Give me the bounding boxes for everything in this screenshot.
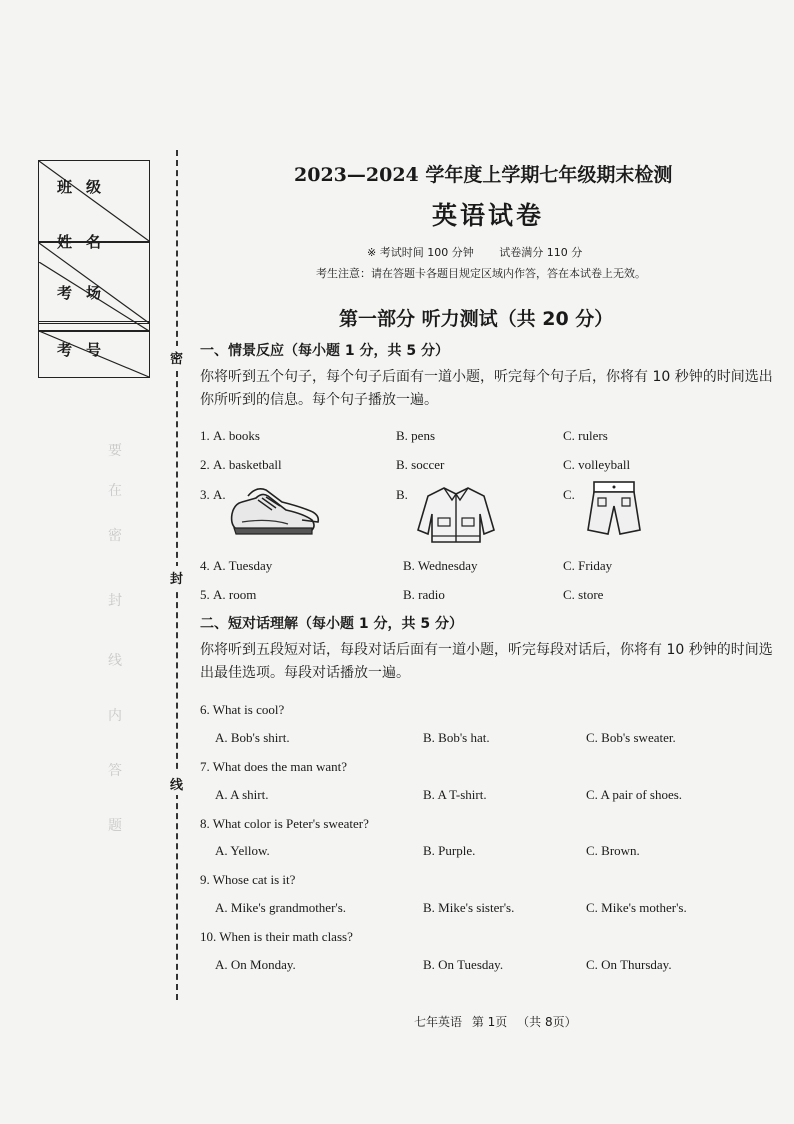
q1-option-a: A. books	[213, 428, 260, 443]
name-label: 姓名	[57, 233, 116, 251]
q6-option-c: C. Bob's sweater.	[586, 730, 676, 745]
part1-title: 第一部分 听力测试（共 20 分）	[339, 308, 614, 330]
seal-char-feng: 封	[170, 566, 183, 589]
q10-option-b: B. On Tuesday.	[423, 957, 504, 972]
ghost-char: 要	[108, 443, 122, 459]
q1-option-c: C. rulers	[563, 428, 608, 443]
q8-option-a: A. Yellow.	[215, 843, 270, 858]
q8-option-b: B. Purple.	[423, 843, 476, 858]
q3-option-a: A.	[213, 487, 226, 502]
section1-instruction: 你将听到五个句子，每个句子后面有一道小题，听完每个句子后，你将有 10 秒钟的时间选出你所听到的信息。每个句子播放一遍。	[200, 369, 773, 408]
q9-question: 9. Whose cat is it?	[200, 872, 296, 887]
exam-room-box	[38, 262, 150, 332]
ghost-char: 封	[108, 593, 122, 609]
exam-number-box	[38, 330, 150, 378]
q10-option-a: A. On Monday.	[215, 957, 296, 972]
q2-option-b: B. soccer	[396, 457, 445, 472]
footer-page: 第 1页	[471, 1015, 508, 1029]
page-footer	[414, 1013, 583, 1030]
ghost-char: 内	[108, 708, 122, 724]
q7-option-a: A. A shirt.	[215, 787, 269, 802]
q2-number: 2.	[200, 457, 210, 472]
exam-notice: 考生注意：请在答题卡各题目规定区域内作答，答在本试卷上无效。	[316, 267, 646, 280]
footer-total: （共 8页）	[517, 1015, 577, 1029]
class-field-box	[38, 160, 150, 242]
q2-option-a: A. basketball	[213, 457, 282, 472]
q9-option-c: C. Mike's mother's.	[586, 900, 687, 915]
q2-option-c: C. volleyball	[563, 457, 631, 472]
q5-option-a: A. room	[213, 587, 257, 602]
footer-subject: 七年英语	[414, 1015, 463, 1029]
q8-question: 8. What color is Peter's sweater?	[200, 816, 369, 831]
section2-heading: 二、短对话理解（每小题 1 分，共 5 分）	[200, 616, 463, 632]
exam-title: 2023—2024 学年度上学期七年级期末检测	[294, 164, 673, 186]
q7-option-c: C. A pair of shoes.	[586, 787, 683, 802]
seal-char-mi: 密	[170, 346, 183, 369]
q3-option-b: B.	[396, 487, 408, 502]
q9-option-b: B. Mike's sister's.	[423, 900, 515, 915]
q1-option-b: B. pens	[396, 428, 435, 443]
exam-subject-title: 英语试卷	[432, 201, 545, 230]
q9-option-a: A. Mike's grandmother's.	[215, 900, 347, 915]
exam-time: ※ 考试时间 100 分钟	[367, 246, 474, 259]
section2-instruction: 你将听到五段短对话，每段对话后面有一道小题，听完每段对话后，你将有 10 秒钟的时间选出最佳选项。每段对话播放一遍。	[200, 642, 773, 681]
seal-char-xian: 线	[170, 772, 183, 795]
ghost-char: 线	[108, 653, 122, 669]
q5-option-b: B. radio	[403, 587, 445, 602]
ghost-char: 题	[108, 818, 122, 834]
shorts-icon	[584, 480, 644, 538]
jacket-icon	[414, 484, 498, 546]
q4-option-b: B. Wednesday	[403, 558, 478, 573]
full-score: 试卷满分 110 分	[499, 246, 583, 259]
q3-number: 3.	[200, 487, 210, 502]
q4-option-a: A. Tuesday	[213, 558, 273, 573]
diagonal-line	[39, 161, 149, 241]
q7-question: 7. What does the man want?	[200, 759, 348, 774]
sneakers-icon	[228, 484, 324, 540]
q6-option-a: A. Bob's shirt.	[215, 730, 290, 745]
exam-meta	[367, 244, 604, 260]
q6-question: 6. What is cool?	[200, 702, 285, 717]
q4-option-c: C. Friday	[563, 558, 613, 573]
q6-option-b: B. Bob's hat.	[423, 730, 490, 745]
q5-option-c: C. store	[563, 587, 604, 602]
q10-option-c: C. On Thursday.	[586, 957, 672, 972]
ghost-char: 在	[108, 483, 122, 499]
section1-heading: 一、情景反应（每小题 1 分，共 5 分）	[200, 343, 449, 359]
q1-number: 1.	[200, 428, 210, 443]
q8-option-c: C. Brown.	[586, 843, 640, 858]
ghost-char: 答	[108, 763, 122, 779]
exam-number-label: 考号	[57, 341, 116, 359]
q7-option-b: B. A T-shirt.	[423, 787, 487, 802]
q3-option-c: C.	[563, 487, 575, 502]
class-label: 班级	[57, 178, 116, 196]
q10-question: 10. When is their math class?	[200, 929, 353, 944]
exam-room-label: 考场	[57, 284, 116, 302]
q5-number: 5.	[200, 587, 210, 602]
q4-number: 4.	[200, 558, 210, 573]
ghost-char: 密	[108, 528, 122, 544]
